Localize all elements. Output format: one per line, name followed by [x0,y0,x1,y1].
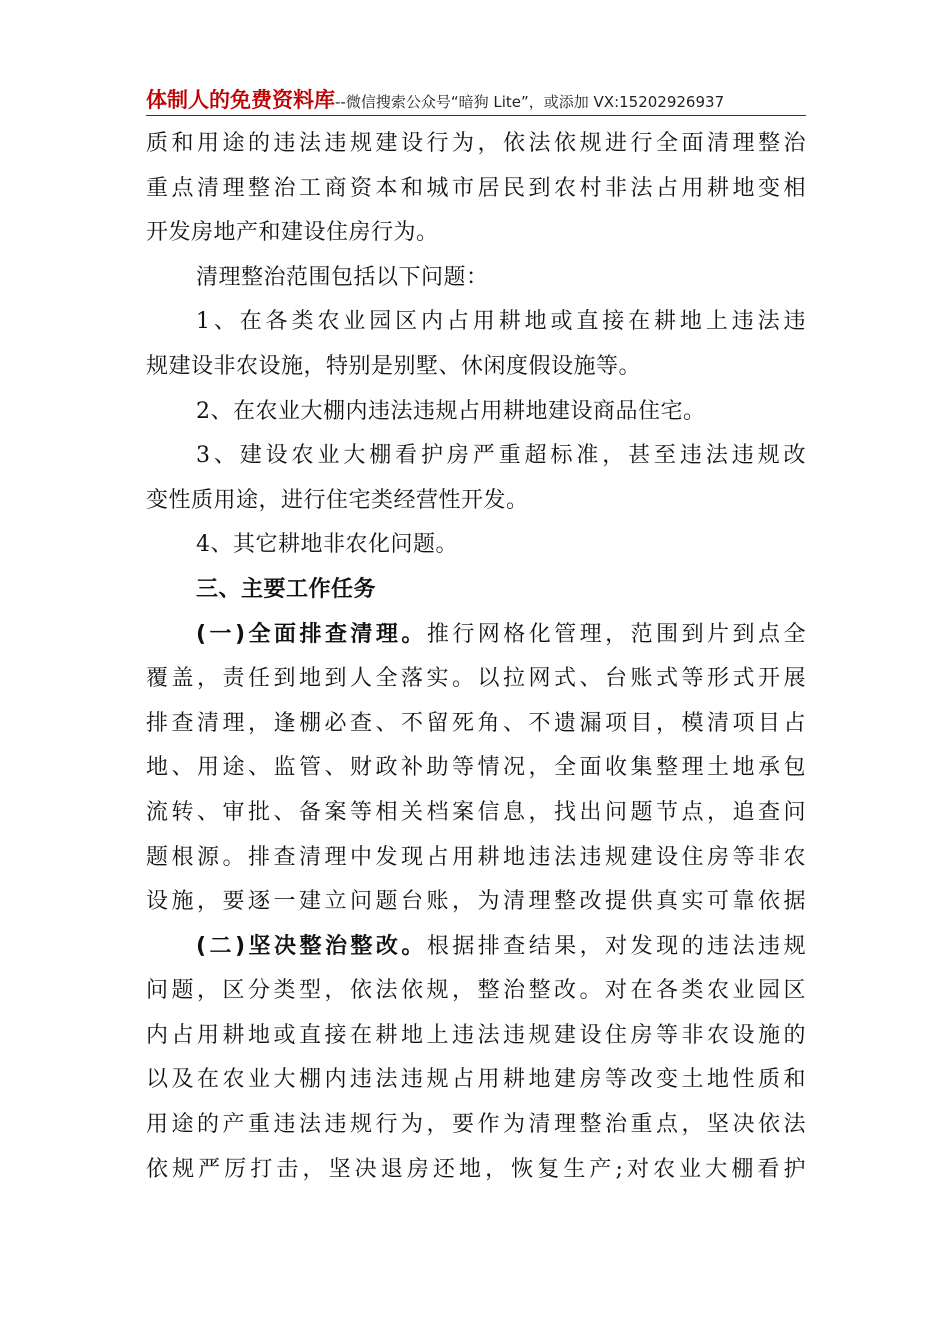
list-item-line: 1、在各类农业园区内占用耕地或直接在耕地上违法违 [196,309,806,335]
paragraph-line: 内占用耕地或直接在耕地上违法违规建设住房等非农设施的 [146,1022,806,1048]
paragraph-line: 题根源。排查清理中发现占用耕地违法违规建设住房等非农 [146,844,806,870]
list-item-line: 2、在农业大棚内违法违规占用耕地建设商品住宅。 [196,398,706,424]
paragraph-line: 依规严厉打击，坚决退房还地，恢复生产;对农业大棚看护 [146,1156,806,1182]
task-first-line-text: 推行网格化管理，范围到片到点全 [426,621,806,647]
list-item-line: 规建设非农设施，特别是别墅、休闲度假设施等。 [146,353,642,379]
section-heading: 三、主要工作任务 [196,576,377,602]
paragraph-line: 排查清理，逢棚必查、不留死角、不遗漏项目，模清项目占 [146,710,806,736]
paragraph-line: 用途的产重违法违规行为，要作为清理整治重点，坚决依法 [146,1112,806,1138]
header-brand: 体制人的免费资料库 [146,88,335,112]
paragraph-line: 重点清理整治工商资本和城市居民到农村非法占用耕地变相 [146,175,806,201]
task-lead: (一)全面排查清理。 [196,621,427,647]
paragraph-line: 地、用途、监管、财政补助等情况，全面收集整理土地承包 [146,755,806,781]
paragraph-line: 质和用途的违法违规建设行为，依法依规进行全面清理整治 [146,131,806,156]
paragraph-line: 覆盖，责任到地到人全落实。以拉网式、台账式等形式开展 [146,666,806,692]
task-first-line [146,613,806,658]
document-body [146,122,806,1192]
header-divider [146,115,806,116]
task-first-line [146,925,806,970]
paragraph-line: 流转、审批、备案等相关档案信息，找出问题节点，追查问 [146,799,806,825]
paragraph-line: 设施，要逐一建立问题台账，为清理整改提供真实可靠依据 [146,889,806,915]
paragraph-line: 以及在农业大棚内违法违规占用耕地建房等改变土地性质和 [146,1067,806,1093]
paragraph-line: 开发房地产和建设住房行为。 [146,220,439,246]
paragraph-line: 问题，区分类型，依法依规，整治整改。对在各类农业园区 [146,978,806,1004]
list-item-line: 3、建设农业大棚看护房严重超标准，甚至违法违规改 [196,443,806,469]
list-item-line: 4、其它耕地非农化问题。 [196,532,458,558]
task-first-line-text: 根据排查结果，对发现的违法违规 [426,933,806,959]
task-lead: (二)坚决整治整改。 [196,933,427,959]
list-item-line: 变性质用途，进行住宅类经营性开发。 [146,487,529,513]
header-note: --微信搜索公众号“暗狗 Lite”，或添加 VX:15202926937 [335,93,725,111]
page-header [146,84,806,114]
paragraph-line: 清理整治范围包括以下问题： [196,264,489,290]
